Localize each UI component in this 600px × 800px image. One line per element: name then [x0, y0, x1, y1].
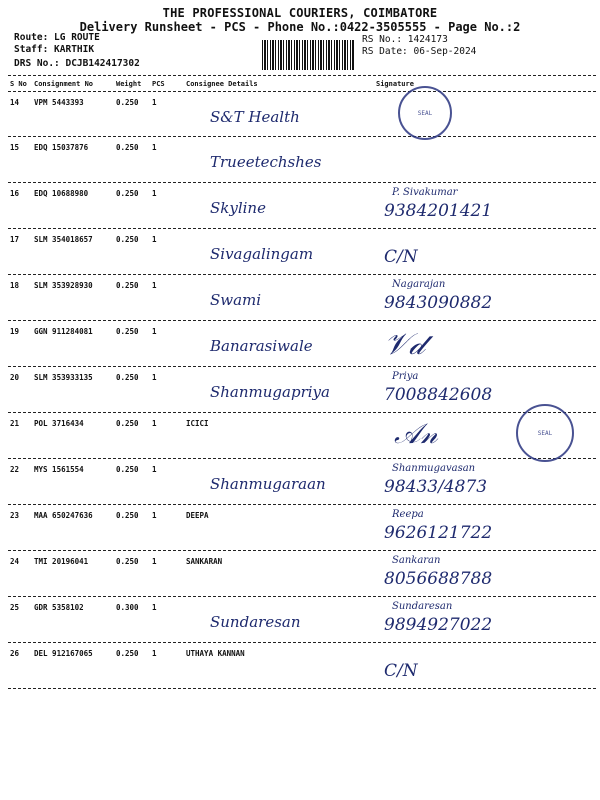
rs-number: RS No.: 1424173	[362, 34, 448, 45]
row-sno: 15	[10, 143, 20, 152]
row-divider	[8, 550, 596, 551]
row-weight: 0.250	[116, 143, 139, 152]
row-weight: 0.250	[116, 327, 139, 336]
handwritten-signature: 9894927022	[384, 615, 493, 635]
row-weight: 0.250	[116, 189, 139, 198]
handwritten-name: Trueetechshes	[210, 153, 322, 171]
row-weight: 0.250	[116, 465, 139, 474]
handwritten-signature: 8056688788	[384, 569, 493, 589]
column-rule	[8, 91, 596, 92]
row-weight: 0.250	[116, 419, 139, 428]
row-sno: 16	[10, 189, 20, 198]
row-divider	[8, 366, 596, 367]
row-sno: 19	[10, 327, 20, 336]
row-pcs: 1	[152, 327, 157, 336]
handwritten-note: P. Sivakumar	[392, 187, 458, 198]
handwritten-signature: 9384201421	[384, 201, 493, 221]
header-rule	[8, 75, 596, 76]
staff-label: Staff: KARTHIK	[14, 44, 95, 55]
row-pcs: 1	[152, 465, 157, 474]
row-weight: 0.250	[116, 511, 139, 520]
signature-scribble-19: 𝒱𝒹	[384, 327, 425, 362]
row-sno: 21	[10, 419, 20, 428]
handwritten-note: Reepa	[392, 509, 424, 520]
handwritten-note: Shanmugavasan	[392, 463, 476, 474]
row-consignment-no: EDQ 15037876	[34, 143, 89, 152]
handwritten-signature: 9843090882	[384, 293, 493, 313]
row-divider	[8, 504, 596, 505]
row-consignment-no: POL 3716434	[34, 419, 84, 428]
row-sno: 14	[10, 98, 20, 107]
row-weight: 0.250	[116, 557, 139, 566]
row-consignee: SANKARAN	[186, 557, 223, 566]
col-weight: Weight	[116, 80, 142, 88]
handwritten-signature: 7008842608	[384, 385, 493, 405]
barcode	[262, 40, 354, 70]
row-consignment-no: SLM 353928930	[34, 281, 93, 290]
handwritten-note: Priya	[392, 371, 419, 382]
row-sno: 23	[10, 511, 20, 520]
row-pcs: 1	[152, 373, 157, 382]
row-divider	[8, 642, 596, 643]
row-consignment-no: SLM 353933135	[34, 373, 93, 382]
company-stamp: SEAL	[398, 86, 452, 140]
row-sno: 22	[10, 465, 20, 474]
row-weight: 0.250	[116, 98, 139, 107]
row-consignment-no: GDR 5358102	[34, 603, 84, 612]
row-divider	[8, 136, 596, 137]
row-sno: 17	[10, 235, 20, 244]
row-sno: 20	[10, 373, 20, 382]
handwritten-name: Shanmugaraan	[210, 475, 326, 493]
row-sno: 18	[10, 281, 20, 290]
col-consignee: Consignee Details	[186, 80, 258, 88]
handwritten-name: Banarasiwale	[210, 337, 313, 355]
row-consignee: ICICI	[186, 419, 209, 428]
row-weight: 0.250	[116, 235, 139, 244]
row-consignment-no: VPM 5443393	[34, 98, 84, 107]
row-weight: 0.300	[116, 603, 139, 612]
row-pcs: 1	[152, 281, 157, 290]
row-consignment-no: SLM 354018657	[34, 235, 93, 244]
row-divider	[8, 320, 596, 321]
row-consignment-no: GGN 911284081	[34, 327, 93, 336]
col-sno: S No	[10, 80, 27, 88]
col-consignment: Consignment No	[34, 80, 94, 88]
handwritten-signature: 98433/4873	[384, 477, 488, 497]
row-divider	[8, 458, 596, 459]
row-consignment-no: DEL 912167065	[34, 649, 93, 658]
row-pcs: 1	[152, 603, 157, 612]
row-weight: 0.250	[116, 649, 139, 658]
col-pcs: PCS	[152, 80, 165, 88]
row-divider	[8, 182, 596, 183]
handwritten-note: Nagarajan	[392, 279, 446, 290]
row-pcs: 1	[152, 98, 157, 107]
handwritten-note: Sankaran	[392, 555, 441, 566]
handwritten-signature: C/N	[384, 661, 418, 681]
row-pcs: 1	[152, 143, 157, 152]
signature-scribble-21: 𝒜𝓃	[394, 417, 438, 450]
handwritten-note: Sundaresan	[392, 601, 453, 612]
row-divider	[8, 274, 596, 275]
handwritten-name: Shanmugapriya	[210, 383, 330, 401]
company-stamp-2: SEAL	[516, 404, 574, 462]
row-consignment-no: EDQ 10688980	[34, 189, 89, 198]
handwritten-name: Sivagalingam	[210, 245, 314, 263]
row-pcs: 1	[152, 557, 157, 566]
row-pcs: 1	[152, 649, 157, 658]
row-consignee: DEEPA	[186, 511, 209, 520]
row-pcs: 1	[152, 235, 157, 244]
handwritten-name: S&T Health	[210, 108, 300, 126]
handwritten-name: Skyline	[210, 199, 266, 217]
row-consignee: UTHAYA KANNAN	[186, 649, 245, 658]
rs-date: RS Date: 06-Sep-2024	[362, 46, 477, 57]
row-sno: 24	[10, 557, 20, 566]
row-consignment-no: MYS 1561554	[34, 465, 84, 474]
handwritten-name: Swami	[210, 291, 262, 309]
runsheet-title: Delivery Runsheet - PCS - Phone No.:0422-3505555 - Page No.:2	[79, 20, 521, 34]
company-title: THE PROFESSIONAL COURIERS, COIMBATORE	[162, 6, 438, 20]
col-signature: Signature	[376, 80, 414, 88]
row-consignment-no: TMI 20196041	[34, 557, 89, 566]
row-weight: 0.250	[116, 373, 139, 382]
row-divider	[8, 228, 596, 229]
row-pcs: 1	[152, 419, 157, 428]
row-sno: 25	[10, 603, 20, 612]
row-divider	[8, 412, 596, 413]
handwritten-signature: 9626121722	[384, 523, 493, 543]
row-weight: 0.250	[116, 281, 139, 290]
drs-number: DRS No.: DCJB142417302	[14, 58, 140, 69]
row-sno: 26	[10, 649, 20, 658]
row-divider	[8, 596, 596, 597]
row-pcs: 1	[152, 189, 157, 198]
route-label: Route: LG ROUTE	[14, 32, 100, 43]
handwritten-name: Sundaresan	[210, 613, 301, 631]
row-pcs: 1	[152, 511, 157, 520]
row-divider	[8, 688, 596, 689]
row-consignment-no: MAA 650247636	[34, 511, 93, 520]
handwritten-signature: C/N	[384, 247, 418, 267]
